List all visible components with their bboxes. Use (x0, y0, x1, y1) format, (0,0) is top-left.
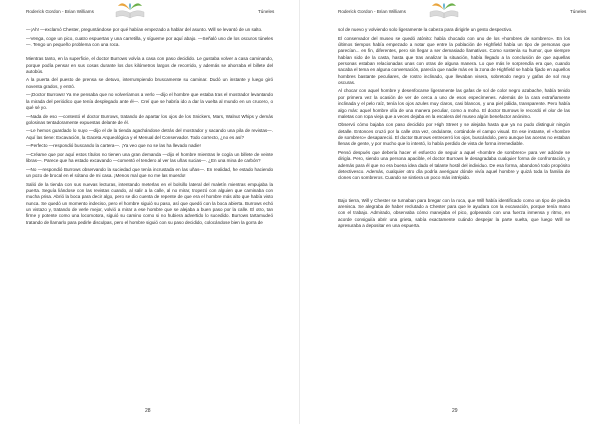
page-number: 28 (145, 408, 151, 414)
page-number: 29 (452, 408, 458, 414)
paragraph: El conservador del museo se quedó atónito: había chocado con uno de los «hombres de sombrero». En los últimos tiempos había empezado a notar que entre la población de Highfield había un tipo de personas que parecían... en fin, diferentes, pero sin llegar a ser demasiado llamativos. Como sostenía su humor, que siempre habían sido de la casta, hasta que tras analizar la situación, había llegado a la conclusión de que aquellas personas estaban relacionadas unas con otras de alguna manera. Lo que más le sorprendía era que, cuando sacaba el tema en alguna conversación, parecía que nadie más en la zona de Highfield se había fijado en aquellos hombres bastante peculiares, de rostro inclinado, que llevaban visera, sobretodo negro y gafas de sol muy oscuras. (338, 35, 570, 85)
paragraph: —Venga, coge un pico, cuatro espuertas y una carretilla, y sígueme por aquí abajo. —Señaló uno de los oscuros túneles—. Tengo un pequeño problema con una roca. (26, 35, 273, 47)
running-head-author: Roderick Gordon - Brian Williams (338, 9, 406, 14)
paragraph: —No —respondió Burrows observando la suciedad que tenía incrustada en las uñas—. En realidad, he estado haciendo un pozo de brocal en el sótano de mi casa. ¡Menos mal que no me las muerdo! (26, 166, 273, 179)
paragraph: A la puerta del puesto de prensa se detuvo, interrumpiendo bruscamente su caminar. Dudó un instante y luego giró noventa grados, y entró. (26, 77, 273, 89)
running-head-title: Túneles (258, 9, 275, 14)
paragraph: —Le hemos guardado lo suyo —dijo el de la tienda agachándose detrás del mostrador y sacando una pila de revistas—. Aquí las tiene: Excavación, la Gaceta Arqueológica y el Menual del Conservador. Todo correcto, ¿no es así? (26, 128, 273, 140)
paragraph: —¡Doctor Burrows! Ya me pensaba que no volveríamos a verlo —dijo el hombre que estaba tras el mostrador levantando la mirada del periódico que tenía desplegado ante él—. Creí que se habría ido a dar la vuelta al mundo en un crucero, o qué sé yo. (26, 92, 273, 110)
paragraph: —Perfecto —respondió buscando la cartera—. ¡Ya veo que no se las ha llevado nadie! (26, 143, 201, 149)
right-page (300, 0, 600, 424)
open-book-leaves-icon (424, 1, 464, 19)
body-text (26, 27, 273, 228)
body-text (338, 27, 570, 232)
paragraph: —Créame que por aquí estos títulos no tienen una gran demanda —dijo el hombre mientras le cogía un billete de veinte libras—. Parece que ha estado excavando —comentó el tendero al ver las uñas sucias—. ¿En una mina de carbón? (26, 151, 273, 164)
running-head-author: Roderick Gordon - Brian Williams (26, 9, 94, 14)
paragraph: Observó cómo bajaba con paso decidido por High Street y se alejaba hasta que ya no pudo distinguir ningún detalle. Entonces cruzó por la calle otra vez, ondulante, cortándole el campo visual. En ese instante, el «hombre de sombrero» desapareció. El doctor Burrows entrecerró los ojos, buscándolo, pero aunque las aceras no estaban llenas de gente, y por mucho que lo intentó, lo había perdido de vista de forma irremediable. (338, 122, 570, 147)
paragraph: Salió de la tienda con sus nuevas lecturas, intentando meterlas en el bolsillo lateral del maletín mientras empujaba la puerta. Seguía liándose con las revistas cuando, al salir a la calle, al no mirar, tropezó con alguien que caminaba con mucha prisa. Abrió la boca para decir algo, pero se dio cuenta de repente de que era el hombre más alto que había visto nunca. Se quedó un momento indeciso, pero el hombre siguió su paso, así que quedó con la boca abierta. Burrows echó un vistazo y, tratando de verle mejor, volvió a mirar a ese hombre que se alejaba a buen paso por la calle. El otro, tan firme y potente como una locomotora, siguió su camino como si no hubiera advertido lo sucedido. Burrows tartamudeó tratando de llamarlo para pedirle disculpas, pero el hombre siguió con su paso decidido, colocándose bien la gorra de (26, 181, 273, 225)
paragraph: —Nada de eso —contestó el doctor Burrows, tratando de apartar los ojos de los Snickers, Mars, Walnut Whips y demás golosinas tentadoramente expuestas delante de él. (26, 113, 273, 125)
open-book-leaves-icon (110, 1, 150, 19)
paragraph: sol de nuevo y volviendo solo ligeramente la cabeza para dirigirle un gesto despectivo. (338, 27, 513, 32)
paragraph: Mientras tanto, en la superficie, el doctor Burrows volvía a casa con paso decidido. Le gustaba volver a casa caminando, porque podía pensar en sus cosas durante los dos kilómetros largos de recorrido, y además se ahorraba el billete del autobús. (26, 56, 273, 74)
running-head-title: Túneles (570, 9, 587, 14)
paragraph: Bajo tierra, Will y Chester se turnaban para bregar con la roca, que Will había identificado como un tipo de piedra arenisca. Se alegraba de haber reclutado a Chester para que le ayudara con la excavación, porque tenía mano con el trabajo. Admirado, observaba cómo manejaba el pico, golpeando con una fuerza inmensa y ritmo, en acorde consiguiía abrir una grieta, sabía exactamente cuándo despejar la parte suelta, que luego Will se apresuraba a depositar en una espuerta. (338, 197, 570, 229)
paragraph: Al chocar con aquel hombre y desenfocarse ligeramente las gafas de sol de color negro azabache, había tenido por primera vez la ocasión de ver de cerca a uno de esos especímenes. Además de la cara extrañamente inclinada y el pelo raíz, tenía los ojos azules muy claros, casi blancos, y una piel pálida, transparente. Pero había algo más: aquel hombre olía de una manera peculiar, como a moho. El doctor Burrows le recordó el olor de las maletas con ropa vieja que a veces dejaba en la escalera del museo algún benefactor anónimo. (338, 88, 570, 119)
paragraph: —¡Ah! —exclamó Chester, preguntándose por qué habían empezado a hablar del asunto. Will se levantó de un salto. (26, 27, 263, 32)
paragraph: Pensó después que debería hacer el esfuerzo de seguir a aquel «hombre de sombrero» para ver adónde se dirigía. Pero, siendo una persona apacible, el doctor Burrows le desagradaba cualquier forma de confrontación, y además para él que no era buena idea dado el talante hostil del individuo. De esa forma, abandonó todo propósito detectivesco. Además, cualquier otro día podría averiguar dónde vivía aquel hombre y quizá toda la familia de clones con sombreros. Cuando se sintiera un poco más intrépido. (338, 149, 570, 181)
